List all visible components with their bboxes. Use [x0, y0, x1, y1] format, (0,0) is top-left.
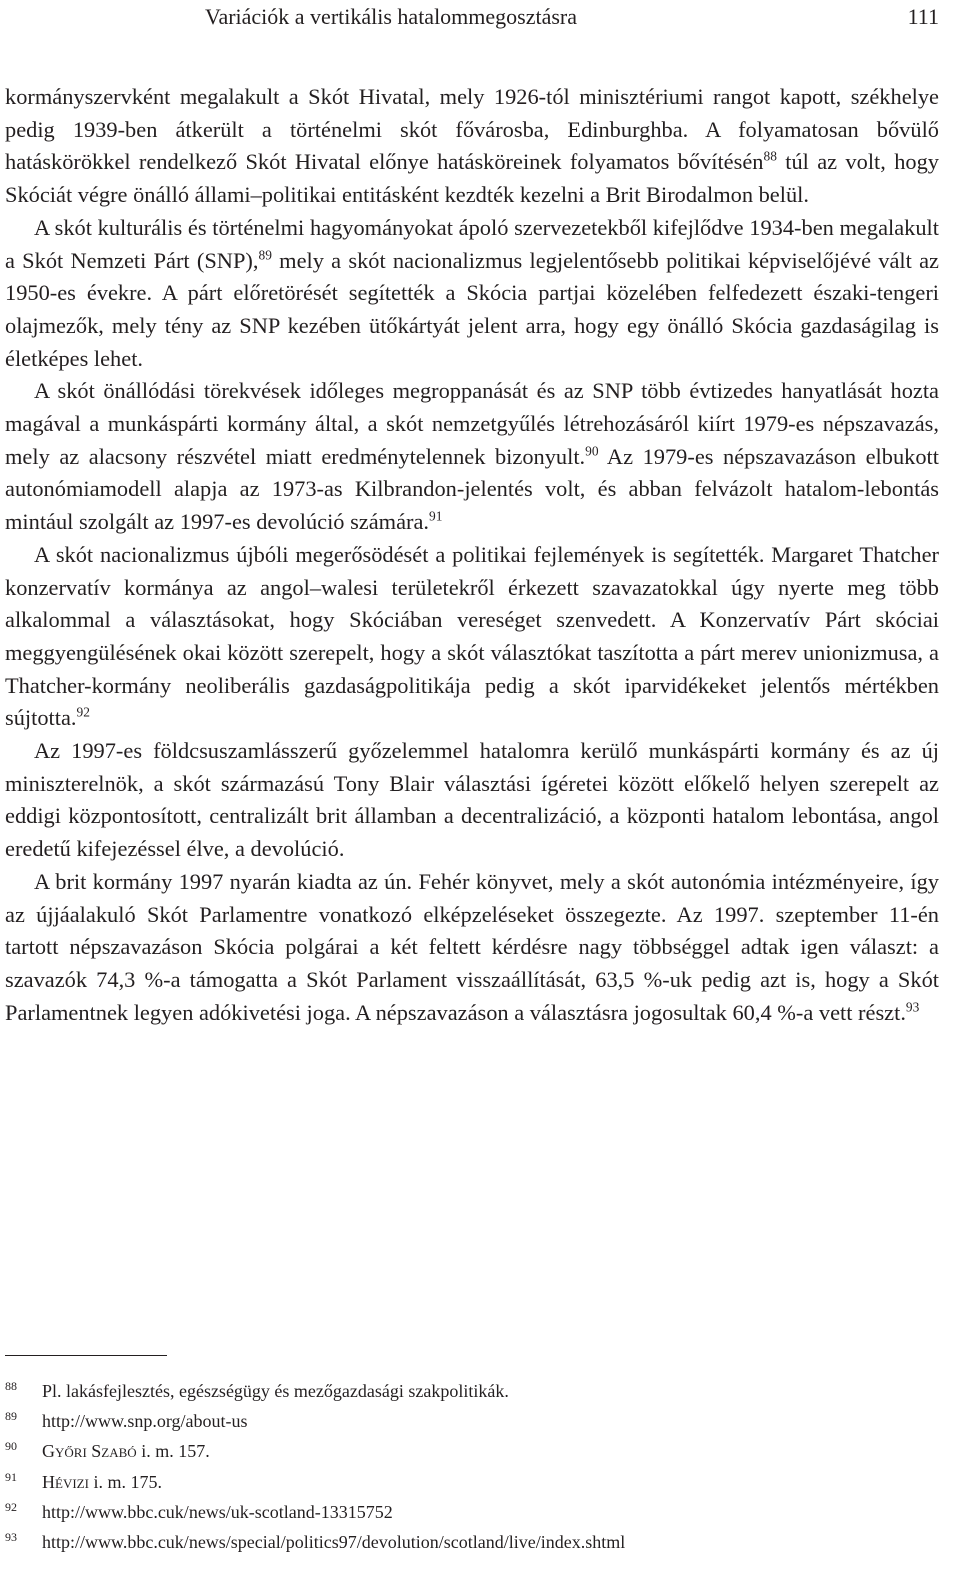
paragraph: [5, 212, 939, 376]
paragraph-text: Az 1979-es népszavazáson elbukott autonómiamodell alapja az 1973-as Kilbrandon-jelentés volt, és abban felvázolt hatalom-lebontás mintául szolgált az 1997-es devolúció számára.: [5, 443, 939, 535]
paragraph-text: A brit kormány 1997 nyarán kiadta az ún. Fehér könyvet, mely a skót autonómia intézményeire, így az újjáalakuló Skót Parlamentre vonatkozó elképzeléseket összegezte. Az 1997. szeptember 11-én tartott népszavazáson Skócia polgárai a két feltett kérdésre nagy többséggel adtak igen választ: a szavazók 74,3 %-a támogatta a Skót Parlament visszaállítását, 63,5 %-uk pedig azt is, hogy a Skót Parlamentnek legyen adókivetési joga. A népszavazáson a választásra jogosultak 60,4 %-a vett részt.: [5, 868, 939, 1025]
paragraph: [5, 375, 939, 539]
paragraph-text: A skót önállódási törekvések időleges megroppanását és az SNP több évtizedes hanyatlását hozta magával a munkáspárti kormány által, a skót nemzetgyűlés létrehozásáról kiírt 1979-es népszavazás, mely az alacsony részvétel miatt eredménytelennek bizonyult.: [5, 378, 939, 469]
footnote: [5, 1380, 939, 1410]
paragraph: [5, 81, 939, 212]
footnote-text: i. m. 175.: [88, 1471, 162, 1492]
footnote-number: 91: [5, 1469, 17, 1484]
document-page: [5, 0, 939, 1593]
paragraph-text: túl az volt, hogy Skóciát végre önálló állami–politikai entitásként kezdték kezelni a Brit Birodalmon belül.: [5, 149, 939, 208]
footnote-number: 93: [5, 1529, 17, 1544]
paragraph: [5, 735, 939, 866]
footnote-link[interactable]: http://www.bbc.cuk/news/uk-scotland-13315752: [42, 1501, 393, 1522]
paragraph-text: A skót kulturális és történelmi hagyományokat ápoló szervezetekből kifejlődve 1934-ben megalakult a Skót Nemzeti Párt (SNP),: [5, 214, 939, 273]
paragraph: [5, 866, 939, 1030]
footnote: [5, 1501, 939, 1531]
footnote: [5, 1440, 939, 1470]
main-text: [5, 81, 939, 1029]
footnote-ref[interactable]: 89: [258, 247, 272, 263]
footnote-divider: [5, 1355, 167, 1356]
footnote-number: 89: [5, 1409, 17, 1424]
footnote: [5, 1531, 939, 1561]
footnote: [5, 1410, 939, 1440]
footnote-author: Hévizi: [42, 1471, 89, 1492]
footnote-text: i. m. 157.: [136, 1441, 210, 1462]
paragraph-text: mely a skót nacionalizmus legjelentősebb politikai képviselőjévé vált az 1950-es évekre. A párt előretörését segítették a Skócia partjai közelében felfedezett északi-tengeri olajmezők, mely tény az SNP kezében ütőkártyát jelent arra, hogy egy önálló Skócia gazdaságilag is életképes lehet.: [5, 247, 939, 371]
footnote-citation: [42, 1440, 210, 1462]
footnote-link[interactable]: http://www.snp.org/about-us: [42, 1411, 248, 1432]
footnote-number: 90: [5, 1439, 17, 1454]
paragraph-text: Az 1997-es földcsuszamlásszerű győzelemmel hatalomra kerülő munkáspárti kormány és az új miniszterelnök, a skót származású Tony Blair választási ígéretei között előkelő helyen szerepelt az eddigi központosított, centralizált brit államban a decentralizáció, a központi hatalom lebontása, angol eredetű kifejezéssel élve, a devolúció.: [5, 738, 939, 862]
footnote-ref[interactable]: 88: [763, 149, 777, 165]
paragraph: [5, 539, 939, 735]
running-title: Variációk a vertikális hatalommegosztásra: [205, 4, 578, 29]
footnote-number: 92: [5, 1499, 17, 1514]
paragraph-text: A skót nacionalizmus újbóli megerősödését a politikai fejlemények is segítették. Margaret Thatcher konzervatív kormánya az angol–walesi területekről érkezett szavazatokkal úgy nyerte meg több alkalommal a választásokat, hogy Skóciában vereséget szenvedett. A Konzervatív Párt skóciai meggyengülésének okai között szerepelt, hogy a skót választókat taszította a párt merev unionizmusa, a Thatcher-kormány neoliberális gazdaságpolitikája pedig a skót iparvidékeket jelentős mértékben sújtotta.: [5, 541, 939, 731]
footnote-ref[interactable]: 90: [585, 443, 599, 459]
footnote-link[interactable]: http://www.bbc.cuk/news/special/politics97/devolution/scotland/live/index.shtml: [42, 1531, 626, 1552]
footnote-ref[interactable]: 91: [429, 508, 443, 524]
footnote-ref[interactable]: 92: [76, 705, 90, 721]
paragraph-text: kormányszervként megalakult a Skót Hivatal, mely 1926-tól minisztériumi rangot kapott, székhelye pedig 1939-ben átkerült a történelmi skót fővárosba, Edinburghba. A folyamatosan bővülő hatáskörökkel rendelkező Skót Hivatal előnye hatásköreinek folyamatos bővítésén: [5, 84, 939, 175]
footnote-ref[interactable]: 93: [905, 999, 920, 1015]
footnote-author: Győri Szabó: [42, 1441, 137, 1462]
footnote-citation: [42, 1471, 162, 1493]
footnote-number: 88: [5, 1379, 17, 1393]
page-number: 111: [907, 4, 939, 29]
footnote-text: Pl. lakásfejlesztés, egészségügy és mezőgazdasági szakpolitikák.: [42, 1381, 509, 1401]
running-header: [205, 2, 939, 32]
footnotes: [5, 1355, 939, 1561]
footnote: [5, 1471, 939, 1501]
